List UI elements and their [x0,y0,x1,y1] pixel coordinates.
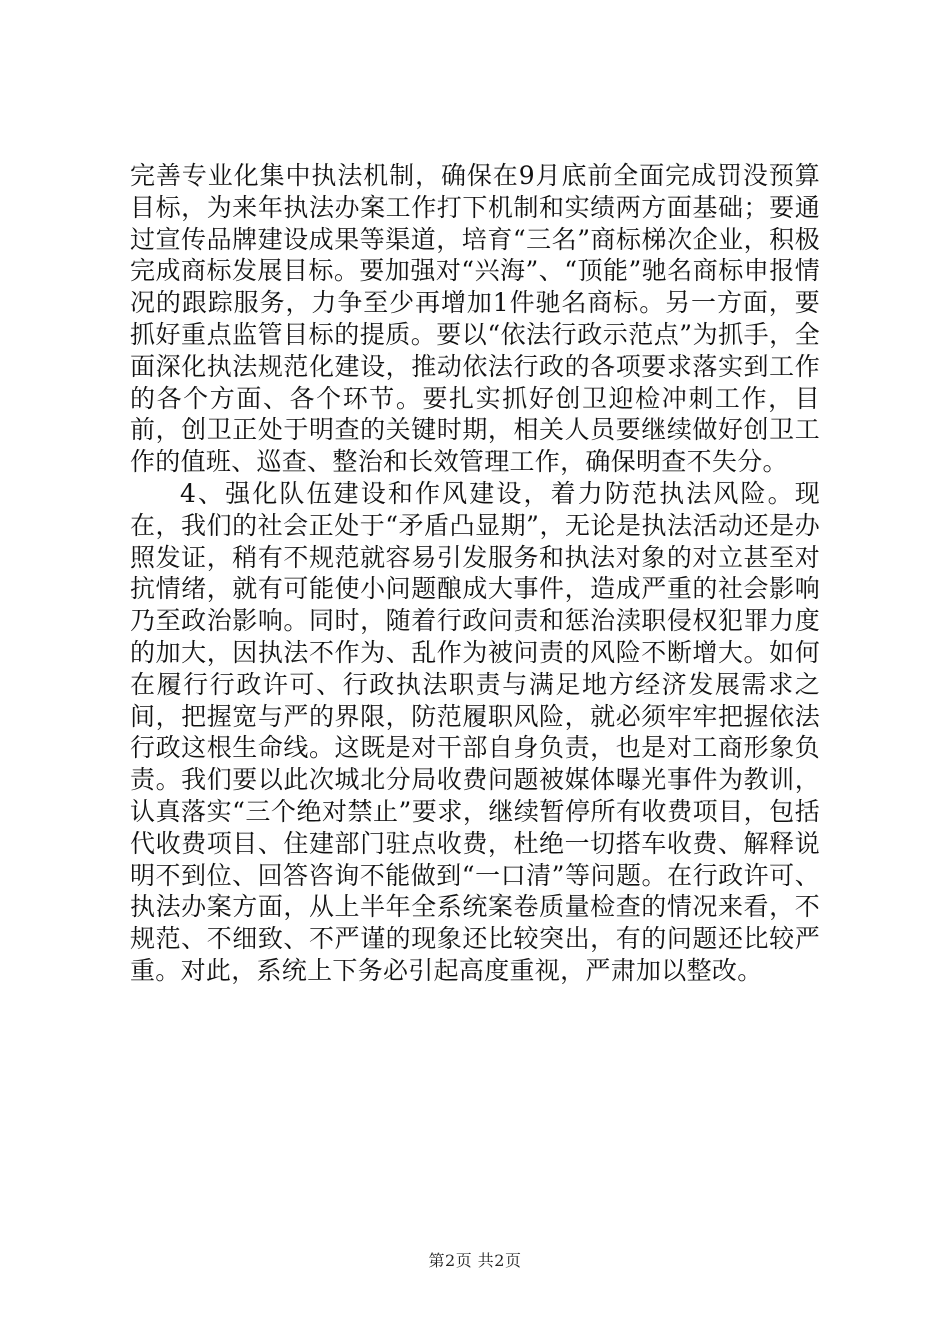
document-body [130,160,820,987]
paragraph-section-4: 4、强化队伍建设和作风建设，着力防范执法风险。现在，我们的社会正处于“矛盾凸显期”，无论是执法活动还是办照发证，稍有不规范就容易引发服务和执法对象的对立甚至对抗情绪，就有可能使小问题酿成大事件，造成严重的社会影响乃至政治影响。同时，随着行政问责和惩治渎职侵权犯罪力度的加大，因执法不作为、乱作为被问责的风险不断增大。如何在履行行政许可、行政执法职责与满足地方经济发展需求之间，把握宽与严的界限，防范履职风险，就必须牢牢把握依法行政这根生命线。这既是对干部自身负责，也是对工商形象负责。我们要以此次城北分局收费问题被媒体曝光事件为教训，认真落实“三个绝对禁止”要求，继续暂停所有收费项目，包括代收费项目、住建部门驻点收费，杜绝一切搭车收费、解释说明不到位、回答咨询不能做到“一口清”等问题。在行政许可、执法办案方面，从上半年全系统案卷质量检查的情况来看，不规范、不细致、不严谨的现象还比较突出，有的问题还比较严重。对此，系统上下务必引起高度重视，严肃加以整改。 [130,478,820,985]
paragraph-continuation: 完善专业化集中执法机制，确保在9月底前全面完成罚没预算目标，为来年执法办案工作打下机制和实绩两方面基础；要通过宣传品牌建设成果等渠道，培育“三名”商标梯次企业，积极完成商标发展目标。要加强对“兴海”、“顶能”驰名商标申报情况的跟踪服务，力争至少再增加1件驰名商标。另一方面，要抓好重点监管目标的提质。要以“依法行政示范点”为抓手，全面深化执法规范化建设，推动依法行政的各项要求落实到工作的各个方面、各个环节。要扎实抓好创卫迎检冲刺工作，目前，创卫正处于明查的关键时期，相关人员要继续做好创卫工作的值班、巡查、整治和长效管理工作，确保明查不失分。 [130,161,820,477]
page-number-footer: 第2页 共2页 [428,1251,522,1270]
